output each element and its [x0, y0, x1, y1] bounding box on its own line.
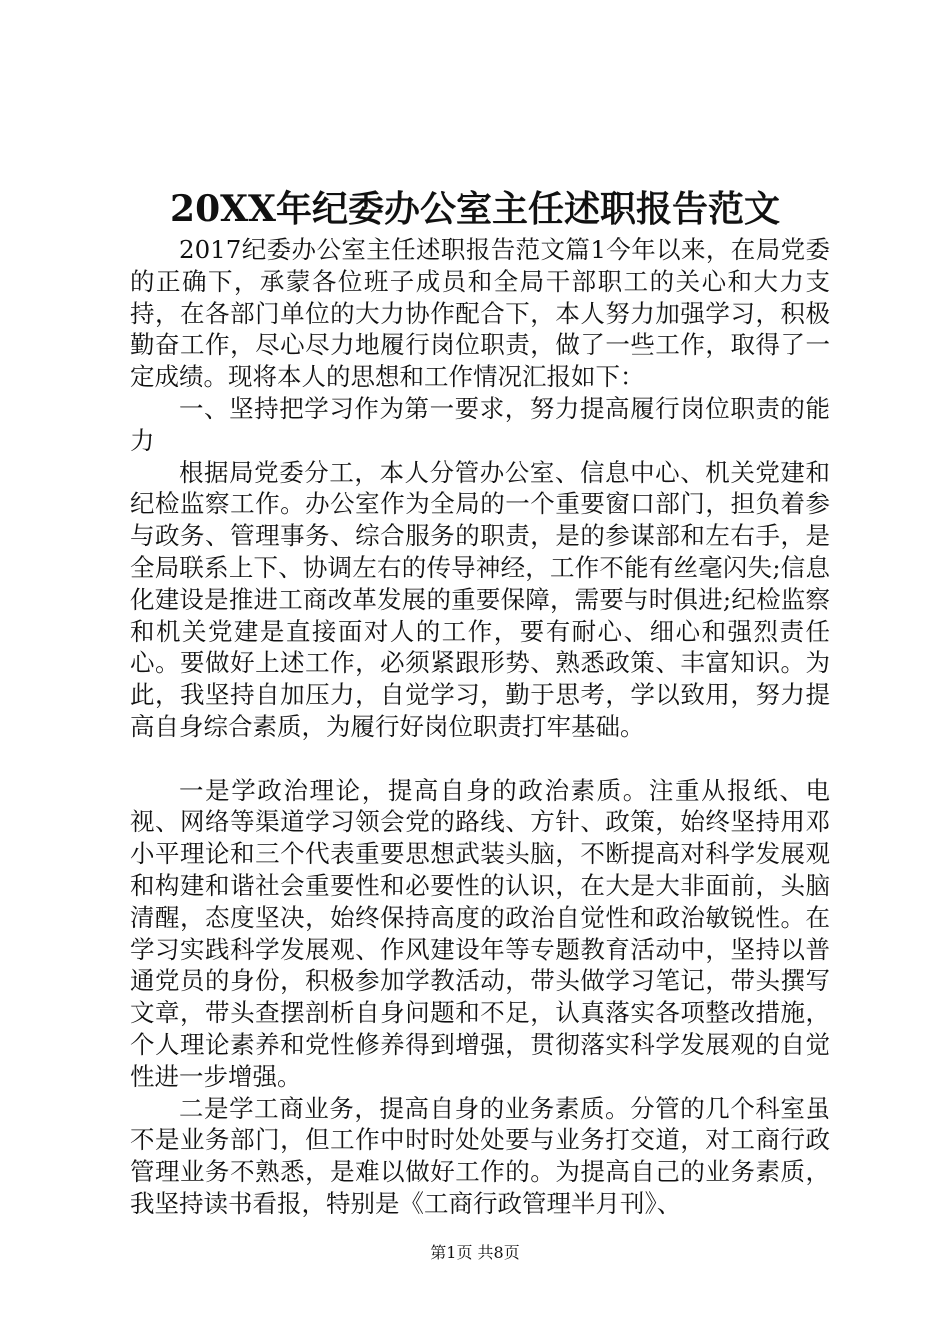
paragraph-duties: 根据局党委分工，本人分管办公室、信息中心、机关党建和纪检监察工作。办公室作为全局的一个重要窗口部门，担负着参与政务、管理事务、综合服务的职责，是的参谋部和左右手，是全局联系上下、协调左右的传导神经，工作不能有丝毫闪失;信息化建设是推进工商改革发展的重要保障，需要与时俱进;纪检监察和机关党建是直接面对人的工作，要有耐心、细心和强烈责任心。要做好上述工作，必须紧跟形势、熟悉政策、丰富知识。为此，我坚持自加压力，自觉学习，勤于思考，学以致用，努力提高自身综合素质，为履行好岗位职责打牢基础。	[130, 457, 830, 741]
document-body	[130, 234, 830, 1220]
paragraph-intro: 2017纪委办公室主任述职报告范文篇1今年以来，在局党委的正确下，承蒙各位班子成员和全局干部职工的关心和大力支持，在各部门单位的大力协作配合下，本人努力加强学习，积极勤奋工作，尽心尽力地履行岗位职责，做了一些工作，取得了一定成绩。现将本人的思想和工作情况汇报如下：	[130, 235, 830, 392]
paragraph-political-study: 一是学政治理论，提高自身的政治素质。注重从报纸、电视、网络等渠道学习领会党的路线、方针、政策，始终坚持用邓小平理论和三个代表重要思想武装头脑，不断提高对科学发展观和构建和谐社会重要性和必要性的认识，在大是大非面前，头脑清醒，态度坚决，始终保持高度的政治自觉性和政治敏锐性。在学习实践科学发展观、作风建设年等专题教育活动中，坚持以普通党员的身份，积极参加学教活动，带头做学习笔记，带头撰写文章，带头查摆剖析自身问题和不足，认真落实各项整改措施，个人理论素养和党性修养得到增强，贯彻落实科学发展观的自觉性进一步增强。	[130, 775, 830, 1091]
document-title: 20XX年纪委办公室主任述职报告范文	[170, 188, 780, 230]
paragraph-heading-one: 一、坚持把学习作为第一要求，努力提高履行岗位职责的能力	[130, 393, 830, 455]
page-footer: 第1页 共8页	[430, 1243, 520, 1262]
paragraph-business-study: 二是学工商业务，提高自身的业务素质。分管的几个科室虽不是业务部门，但工作中时时处处要与业务打交道，对工商行政管理业务不熟悉，是难以做好工作的。为提高自己的业务素质，我坚持读书看报，特别是《工商行政管理半月刊》、	[130, 1093, 830, 1218]
